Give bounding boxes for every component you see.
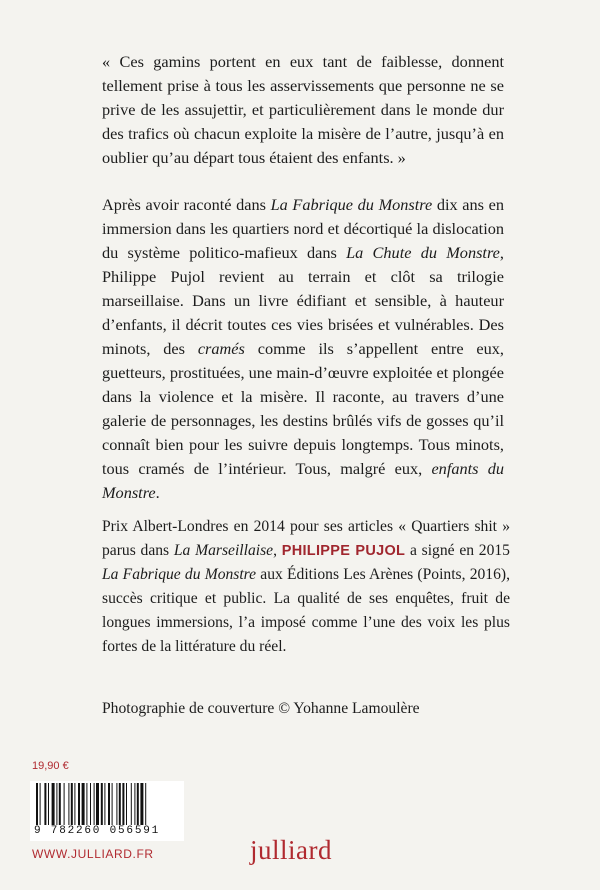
author-name: PHILIPPE PUJOL (281, 543, 406, 559)
term-cramés: cramés (197, 339, 245, 358)
newspaper-title: La Marseillaise (173, 542, 274, 559)
author-bio (102, 515, 510, 659)
quote-paragraph (102, 50, 504, 170)
barcode-icon (36, 783, 178, 825)
isbn-number: 9 782260 056591 (34, 825, 161, 837)
summary-text: , Philippe Pujol revient au terrain et clôt sa trilogie marseillaise. Dans un livre édifiant et sensible, à hauteur d’enfants, il décrit toutes ces vies brisées et vulnérables. Des minots, des (102, 243, 504, 358)
website-url: WWW.JULLIARD.FR (32, 847, 154, 861)
bio-text: aux Éditions Les Arènes (Points, 2016), succès critique et public. La qualité de ses enquêtes, fruit de longues immersions, l’a imposé comme l’une des voix les plus fortes de la littérature du réel. (102, 566, 510, 655)
book-title-enfants: enfants du Monstre (102, 459, 504, 502)
summary-text: . (155, 483, 160, 502)
bio-text: Prix Albert-Londres en 2014 pour ses articles « Quartiers shit » parus dans (102, 518, 510, 559)
summary-text: comme ils s’appellent entre eux, guetteurs, prostituées, une main-d’œuvre exploitée et plongée dans la violence et la misère. Il raconte, au travers d’une galerie de personnages, les destins brûlés vifs de gosses qu’il connaît bien pour les suivre depuis longtemps. Tous minots, tous cramés de l’intérieur. Tous, malgré eux, (102, 339, 505, 478)
summary-text: Après avoir raconté dans (102, 195, 271, 214)
price-label: 19,90 € (32, 760, 69, 772)
publisher-logo: julliard (250, 835, 332, 865)
summary-text: dix ans en immersion dans les quartiers nord et décortiqué la dislocation du système politico-mafieux dans (102, 195, 504, 262)
bio-text: a signé en 2015 (405, 542, 510, 559)
isbn-barcode (30, 781, 184, 841)
book-title: La Fabrique du Monstre (102, 566, 257, 583)
quote-text: « Ces gamins portent en eux tant de faiblesse, donnent tellement prise à tous les asservissements que personne ne se prive de les assujettir, et particulièrement dans le monde dur des trafics où chacun exploite la misère de l’autre, jusqu’à en oublier qu’au départ tous étaient des enfants. » (102, 52, 504, 167)
book-title-chute: La Chute du Monstre (346, 243, 500, 262)
summary-paragraph (102, 193, 504, 505)
photo-credit: Photographie de couverture © Yohanne Lamoulère (102, 700, 420, 717)
bio-text: , (273, 542, 282, 559)
book-title-fabrique: La Fabrique du Monstre (270, 195, 433, 214)
